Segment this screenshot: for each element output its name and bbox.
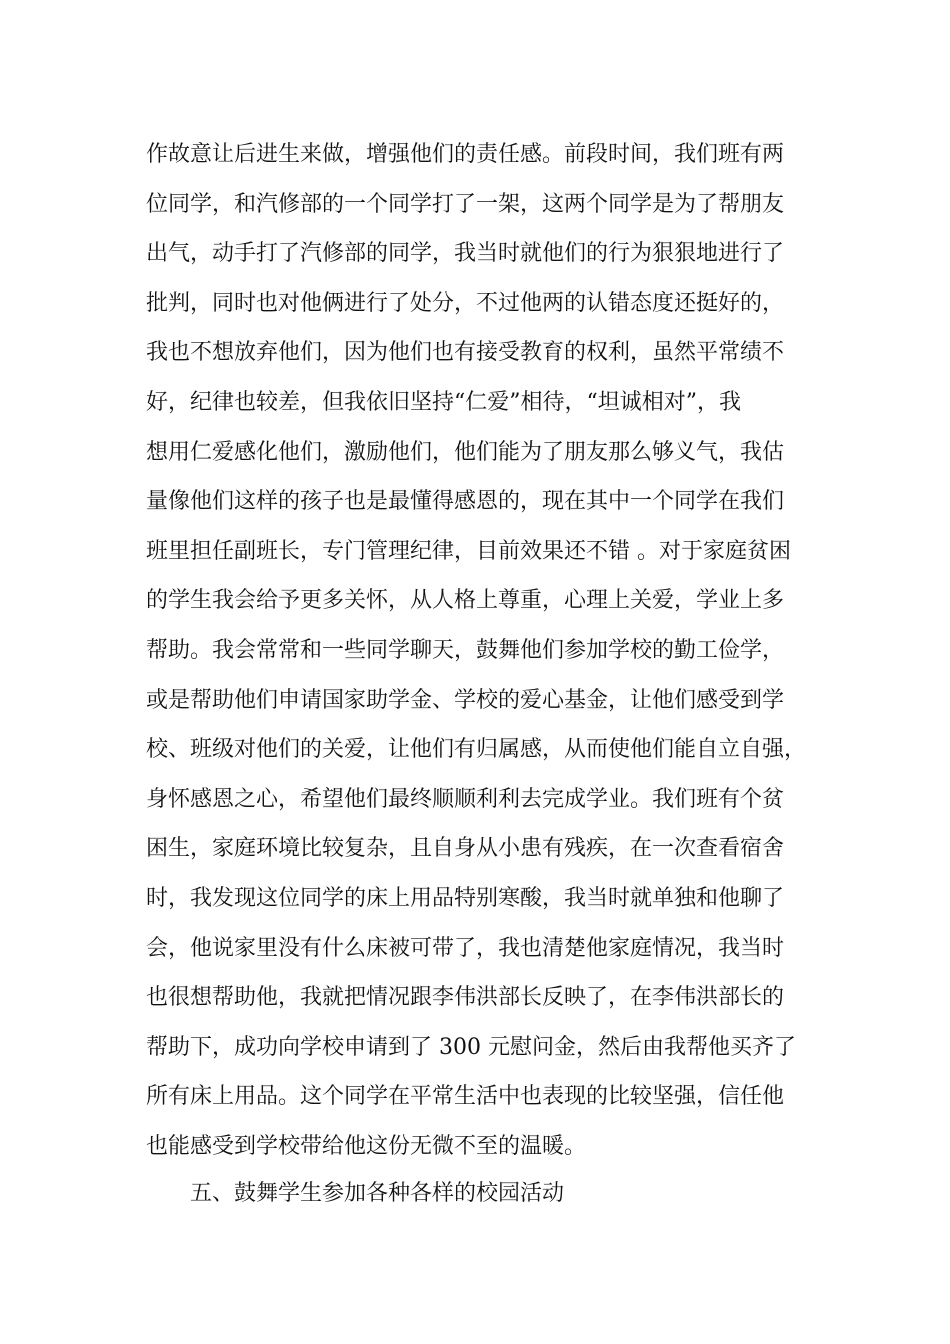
paragraph-line: 或是帮助他们申请国家助学金、学校的爱心基金，让他们感受到学 bbox=[146, 687, 785, 713]
paragraph-line: 批判，同时也对他俩进行了处分，不过他两的认错态度还挺好的， bbox=[146, 290, 785, 316]
paragraph-line: 出气，动手打了汽修部的同学，我当时就他们的行为狠狠地进行了 bbox=[146, 241, 785, 267]
section-heading: 五、鼓舞学生参加各种各样的校园活动 bbox=[190, 1181, 565, 1206]
paragraph-line: 帮助下，成功向学校申请到了 300 元慰问金，然后由我帮他买齐了 bbox=[146, 1034, 796, 1060]
paragraph-line: 校、班级对他们的关爱，让他们有归属感，从而使他们能自立自强， bbox=[146, 737, 807, 763]
paragraph-line: 所有床上用品。这个同学在平常生活中也表现的比较坚强，信任他 bbox=[146, 1084, 785, 1110]
paragraph-line: 时，我发现这位同学的床上用品特别寒酸，我当时就单独和他聊了 bbox=[146, 885, 785, 911]
paragraph-line: 我也不想放弃他们，因为他们也有接受教育的权利，虽然平常绩不 bbox=[146, 340, 785, 366]
paragraph-line: 量像他们这样的孩子也是最懂得感恩的，现在其中一个同学在我们 bbox=[146, 489, 785, 515]
paragraph-line: 帮助。我会常常和一些同学聊天，鼓舞他们参加学校的勤工俭学， bbox=[146, 637, 785, 663]
paragraph-line: 好，纪律也较差，但我依旧坚持“仁爱”相待，“坦诚相对”，我 bbox=[146, 389, 741, 415]
paragraph-line: 班里担任副班长，专门管理纪律，目前效果还不错 。对于家庭贫困 bbox=[146, 538, 791, 564]
paragraph-line: 会，他说家里没有什么床被可带了，我也清楚他家庭情况，我当时 bbox=[146, 935, 785, 961]
paragraph-line: 也很想帮助他，我就把情况跟李伟洪部长反映了，在李伟洪部长的 bbox=[146, 985, 785, 1011]
paragraph-line: 的学生我会给予更多关怀，从人格上尊重，心理上关爱，学业上多 bbox=[146, 588, 785, 614]
paragraph-line: 位同学，和汽修部的一个同学打了一架，这两个同学是为了帮朋友 bbox=[146, 191, 785, 217]
body-paragraph bbox=[146, 130, 836, 1171]
paragraph-line: 也能感受到学校带给他这份无微不至的温暖。 bbox=[146, 1133, 587, 1159]
paragraph-line: 困生，家庭环境比较复杂，且自身从小患有残疾，在一次查看宿舍 bbox=[146, 836, 785, 862]
paragraph-line: 想用仁爱感化他们，激励他们，他们能为了朋友那么够义气，我估 bbox=[146, 439, 785, 465]
paragraph-line: 作故意让后进生来做，增强他们的责任感。前段时间，我们班有两 bbox=[146, 142, 785, 167]
paragraph-line: 身怀感恩之心，希望他们最终顺顺利利去完成学业。我们班有个贫 bbox=[146, 786, 785, 812]
